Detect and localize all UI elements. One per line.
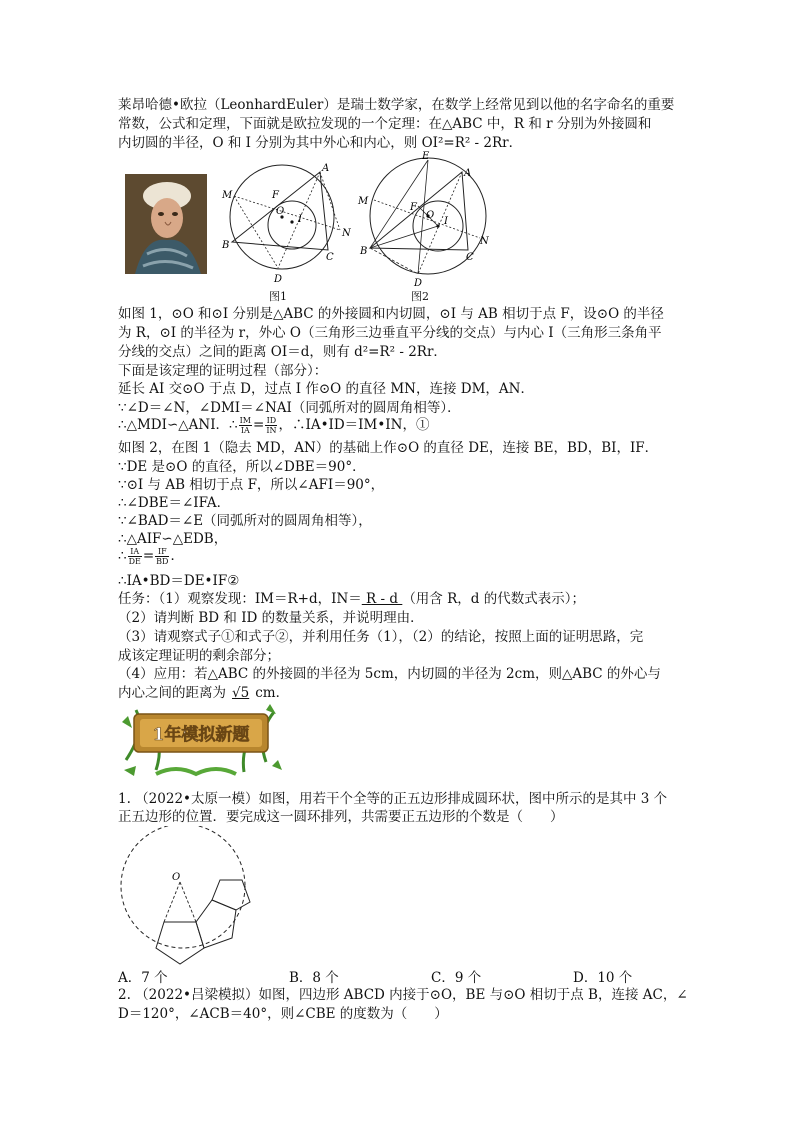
- q2-line-2: D＝120°，∠ACB＝40°，则∠CBE 的度数为（ ）: [118, 1006, 448, 1022]
- figure-1-diagram: [216, 160, 356, 286]
- pentagon-ring-diagram: [118, 826, 278, 966]
- label-i: I: [298, 214, 302, 225]
- label-a: A: [322, 163, 330, 174]
- label-b2: B: [360, 246, 368, 257]
- task1-prefix: 任务：（1）观察发现：IM＝R+d，IN＝: [118, 591, 362, 607]
- fraction-id-in: $\frac{ID}{IN}$: [266, 416, 277, 435]
- label-n2: N: [480, 236, 489, 247]
- figure-2-diagram: [356, 150, 496, 286]
- proof3-line: ∴IA•BD＝DE•IF②: [118, 573, 240, 589]
- intro-line-1: 莱昂哈德•欧拉（LeonhardEuler）是瑞士数学家，在数学上经常见到以他的名字命名的重要: [118, 97, 675, 113]
- task-2: （2）请判断 BD 和 ID 的数量关系，并说明理由．: [118, 610, 424, 626]
- similar-triangles-line-1: [118, 416, 429, 435]
- label-i2: I: [444, 216, 448, 227]
- similar2-prefix: ∴: [118, 548, 127, 564]
- task-4-line-1: （4）应用：若△ABC 的外接圆的半径为 5cm，内切圆的半径为 2cm，则△ABC 的外心与: [118, 666, 661, 682]
- label-f: F: [272, 190, 279, 201]
- proof2-line-5: ∵∠BAD＝∠E（同弧所对的圆周角相等），: [118, 513, 372, 529]
- label-o2: O: [426, 210, 435, 221]
- similar-triangles-line-2: [118, 547, 184, 566]
- equals-sign-2: =: [142, 548, 155, 564]
- proof2-line-1: 如图 2，在图 1（隐去 MD，AN）的基础上作⊙O 的直径 DE，连接 BE，BD，BI，IF．: [118, 440, 659, 456]
- proof-line-4: 下面是该定理的证明过程（部分）：: [118, 363, 328, 379]
- proof-line-3: 分线的交点）之间的距离 OI＝d，则有 d²=R² - 2Rr．: [118, 344, 447, 360]
- label-m2: M: [358, 196, 369, 207]
- fraction-ia-de: $\frac{IA}{DE}$: [128, 547, 141, 566]
- banner-title: 1年模拟新题: [152, 725, 250, 745]
- task4-suffix: cm．: [255, 685, 290, 701]
- label-o: O: [276, 206, 285, 217]
- label-d2: D: [414, 278, 423, 286]
- equals-sign: =: [253, 417, 265, 433]
- proof-line-1: 如图 1，⊙O 和⊙I 分别是△ABC 的外接圆和内切圆，⊙I 与 AB 相切于点 F，设⊙O 的半径: [118, 306, 664, 322]
- task-1: [118, 590, 585, 608]
- task-3-line-1: （3）请观察式子①和式子②，并利用任务（1），（2）的结论，按照上面的证明思路，完: [118, 629, 644, 645]
- proof2-line-4: ∴∠DBE＝∠IFA．: [118, 495, 231, 511]
- similar1-suffix: ，∴IA•ID＝IM•IN，①: [278, 417, 430, 433]
- q1-option-d[interactable]: D．10 个: [573, 970, 633, 986]
- intro-line-2: 常数，公式和定理，下面就是欧拉发现的一个定理：在△ABC 中，R 和 r 分别为外接圆和: [118, 116, 652, 132]
- similar1-prefix: ∴△MDI∽△ANI．∴: [118, 417, 238, 433]
- proof2-line-6: ∴△AIF∽△EDB，: [118, 531, 228, 547]
- q1-line-1: 1. （2022•太原一模）如图，用若干个全等的正五边形排成圆环状，图中所示的是其中 3 个: [118, 791, 668, 807]
- proof-line-2: 为 R，⊙I 的半径为 r，外心 O（三角形三边垂直平分线的交点）与内心 I（三角形三条角平: [118, 325, 662, 341]
- label-c: C: [326, 252, 334, 263]
- q1-option-c[interactable]: C．9 个: [431, 970, 482, 986]
- label-e: E: [422, 151, 430, 162]
- task-3-line-2: 成该定理证明的剩余部分；: [118, 648, 280, 664]
- section-banner: [116, 700, 286, 784]
- proof-line-6: ∵∠D＝∠N，∠DMI＝∠NAI（同弧所对的圆周角相等）．: [118, 400, 461, 416]
- label-d: D: [274, 274, 283, 285]
- proof-line-5: 延长 AI 交⊙O 于点 D，过点 I 作⊙O 的直径 MN，连接 DM，AN．: [118, 381, 534, 397]
- intro-line-3: 内切圆的半径，O 和 I 分别为其中外心和内心，则 OI²=R² - 2Rr．: [118, 135, 523, 151]
- q1-option-b[interactable]: B．8 个: [289, 970, 339, 986]
- task1-suffix: （用含 R，d 的代数式表示）；: [402, 591, 585, 607]
- task4-prefix: 内心之间的距离为: [118, 685, 226, 701]
- label-a2: A: [464, 168, 472, 179]
- label-f2: F: [410, 202, 417, 213]
- figure-2-caption: 图2: [411, 290, 429, 303]
- fraction-if-bd: $\frac{IF}{BD}$: [156, 547, 169, 566]
- fraction-im-ia: $\frac{IM}{IA}$: [239, 416, 251, 435]
- figure-1-caption: 图1: [269, 290, 287, 303]
- label-c2: C: [466, 252, 474, 263]
- proof2-line-3: ∵⊙I 与 AB 相切于点 F，所以∠AFI＝90°，: [118, 477, 385, 493]
- q2-line-1: 2. （2022•吕梁模拟）如图，四边形 ABCD 内接于⊙O，BE 与⊙O 相切于点 B，连接 AC，∠: [118, 987, 688, 1003]
- task4-answer: √5: [232, 685, 250, 701]
- similar2-suffix: ．: [170, 548, 184, 564]
- euler-portrait-image: [125, 174, 207, 274]
- label-b: B: [222, 240, 230, 251]
- q1-option-a[interactable]: A．7 个: [118, 970, 168, 986]
- task1-answer: R - d: [361, 591, 403, 607]
- label-center-o: O: [172, 872, 181, 883]
- proof2-line-2: ∵DE 是⊙O 的直径，所以∠DBE＝90°．: [118, 459, 366, 475]
- label-n: N: [342, 228, 351, 239]
- label-m: M: [222, 190, 233, 201]
- q1-line-2: 正五边形的位置．要完成这一圆环排列，共需要正五边形的个数是（ ）: [118, 809, 564, 825]
